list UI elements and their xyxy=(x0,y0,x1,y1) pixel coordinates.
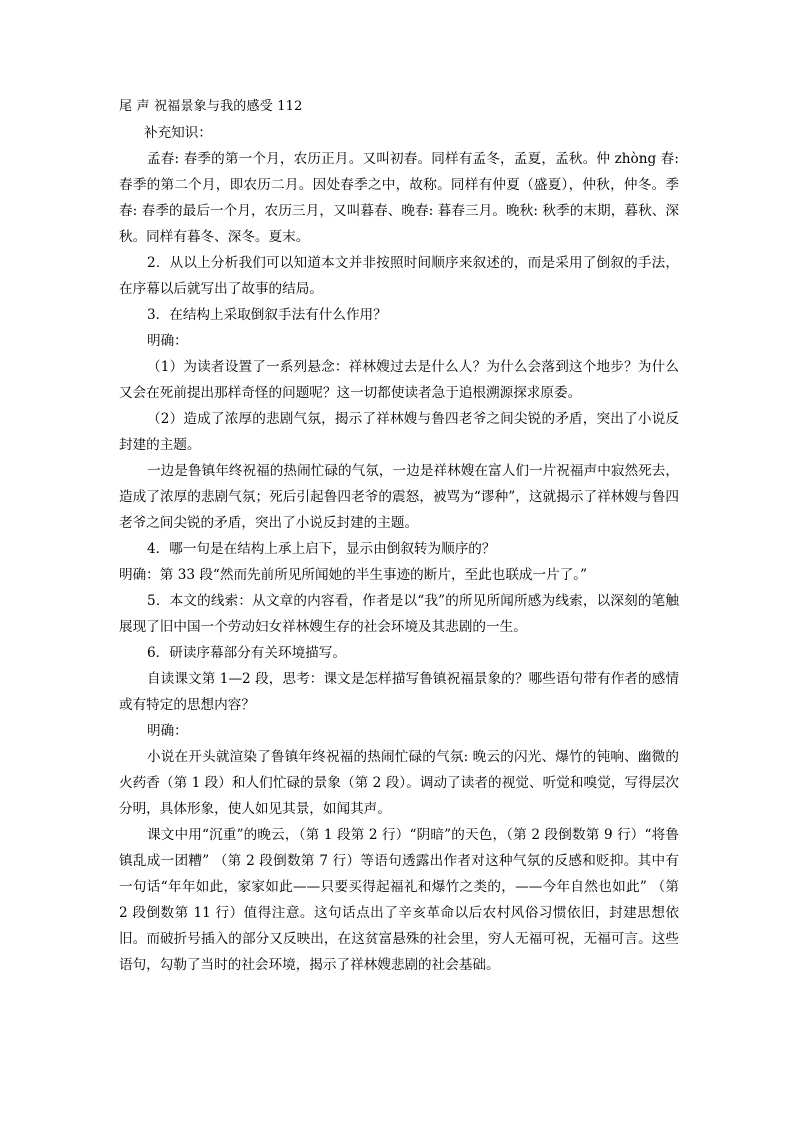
paragraph-answer-label: 明确： xyxy=(147,333,188,349)
paragraph-word-analysis: 课文中用“沉重”的晚云，（第 1 段第 2 行）“阴暗”的天色，（第 2 段倒数第 9 行）“将鲁镇乱成一团糟” （第 2 段倒数第 7 行）等语句透露出作者对这种气氛的反感和贬抑。其中有一句话“年年如此，家家如此——只要买得起福礼和爆竹之类的，——今年自然也如此” （第 2 段倒数第 11 行）值得注意。这句话点出了辛亥革命以后农村风俗习惯依旧，封建思想依旧。而破折号插入的部分又反映出，在这贫富悬殊的社会里，穷人无福可祝，无福可言。这些语句，勾勒了当时的社会环境，揭示了祥林嫂悲剧的社会基础。 xyxy=(119,827,679,973)
paragraph-answer-label-2: 明确： xyxy=(147,723,188,739)
paragraph-point-6: 6．研读序幕部分有关环境描写。 xyxy=(147,645,346,661)
paragraph-self-reading: 自读课文第 1—2 段，思考：课文是怎样描写鲁镇祝福景象的？哪些语句带有作者的感情或有特定的思想内容？ xyxy=(119,671,679,713)
paragraph-point-2: 2．从以上分析我们可以知道本文并非按照时间顺序来叙述的，而是采用了倒叙的手法，在序幕以后就写出了故事的结局。 xyxy=(119,255,679,297)
paragraph-point-5: 5．本文的线索：从文章的内容看，作者是以“我”的所见所闻所感为线索，以深刻的笔触展现了旧中国一个劳动妇女祥林嫂生存的社会环境及其悲剧的一生。 xyxy=(119,593,679,635)
document-page xyxy=(119,94,679,978)
paragraph-point-3: 3．在结构上采取倒叙手法有什么作用？ xyxy=(147,307,387,323)
paragraph-answer-2: （2）造成了浓厚的悲剧气氛，揭示了祥林嫂与鲁四老爷之间尖锐的矛盾，突出了小说反封建的主题。 xyxy=(119,411,679,453)
page-title: 尾 声 祝福景象与我的感受 112 xyxy=(119,99,303,114)
paragraph-point-4: 4．哪一句是在结构上承上启下，显示由倒叙转为顺序的？ xyxy=(147,541,496,557)
paragraph-supplement-label: 补充知识： xyxy=(144,125,212,141)
paragraph-answer-1: （1）为读者设置了一系列悬念：祥林嫂过去是什么人？为什么会落到这个地步？为什么又会在死前提出那样奇怪的问题呢？这一切都使读者急于追根溯源探求原委。 xyxy=(119,359,679,401)
paragraph-contrast: 一边是鲁镇年终祝福的热闹忙碌的气氛，一边是祥林嫂在富人们一片祝福声中寂然死去，造成了浓厚的悲剧气氛；死后引起鲁四老爷的震怒，被骂为“谬种”，这就揭示了祥林嫂与鲁四老爷之间尖锐的矛盾，突出了小说反封建的主题。 xyxy=(119,463,679,531)
paragraph-opening-atmosphere: 小说在开头就渲染了鲁镇年终祝福的热闹忙碌的气氛: 晚云的闪光、爆竹的钝响、幽微的火药香（第 1 段）和人们忙碌的景象（第 2 段）。调动了读者的视觉、听觉和嗅觉，写得层次分明，具体形象，使人如见其景，如闻其声。 xyxy=(119,749,679,817)
paragraph-seasons: 孟春: 春季的第一个月，农历正月。又叫初春。同样有孟冬，孟夏，孟秋。仲 zhòng 春: 春季的第二个月，即农历二月。因处春季之中，故称。同样有仲夏（盛夏），仲秋，仲冬。季春: 春季的最后一个月，农历三月，又叫暮春、晚春: 暮春三月。晚秋: 秋季的末期，暮秋、深秋。同样有暮冬、深冬。夏末。 xyxy=(119,151,679,245)
paragraph-answer-4: 明确：第 33 段“然而先前所见所闻她的半生事迹的断片，至此也联成一片了。” xyxy=(119,567,588,583)
